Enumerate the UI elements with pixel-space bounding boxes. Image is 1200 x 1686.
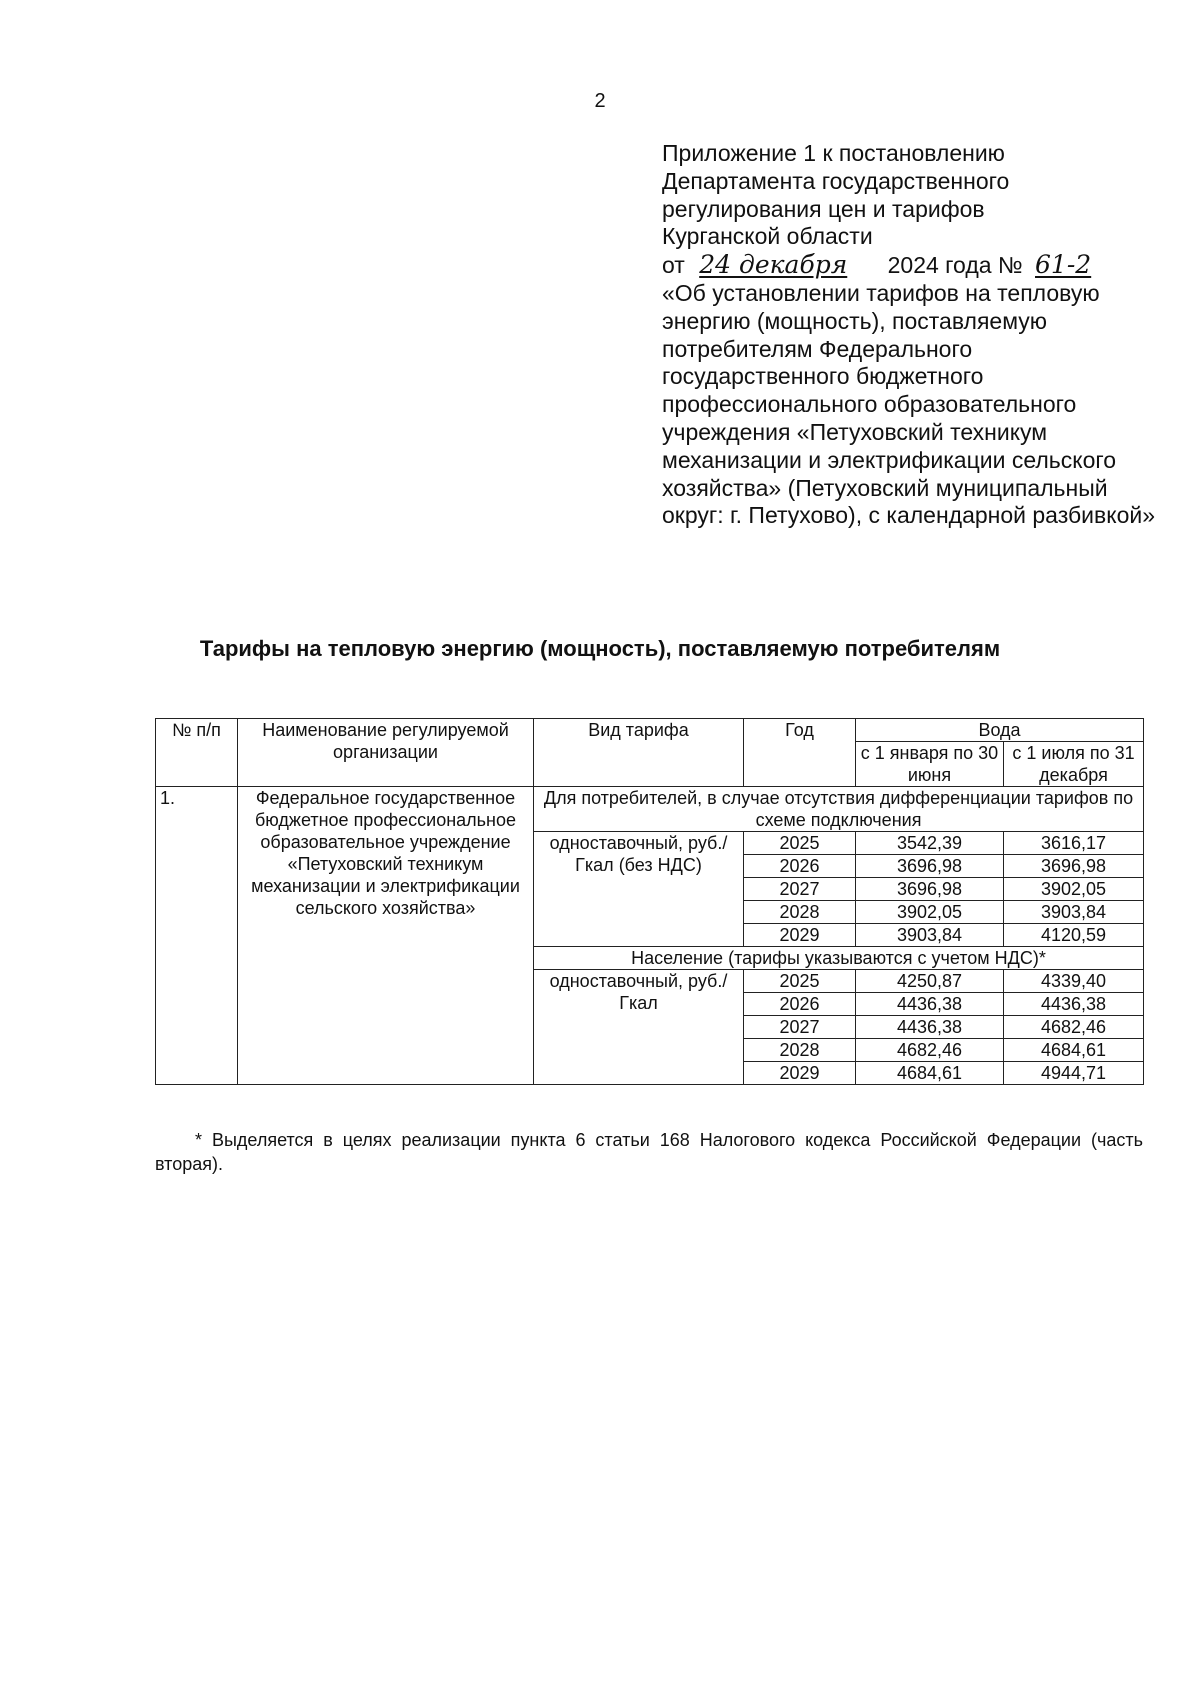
value-cell: 4436,38 <box>856 1016 1004 1039</box>
date-prefix: от <box>662 252 685 279</box>
handwritten-date: 24 декабря <box>699 250 848 280</box>
group-title: Для потребителей, в случае отсутствия дифференциации тарифов по схеме подключения <box>534 787 1144 832</box>
year-cell: 2027 <box>744 1016 856 1039</box>
header-period-1: с 1 января по 30 июня <box>856 742 1004 787</box>
value-cell: 4682,46 <box>856 1039 1004 1062</box>
header-num: № п/п <box>156 719 238 787</box>
appendix-line: Департамента государственного <box>662 167 1010 194</box>
header-org: Наименование регулируемой организации <box>238 719 534 787</box>
header-year: Год <box>744 719 856 787</box>
header-period-2: с 1 июля по 31 декабря <box>1004 742 1144 787</box>
year-cell: 2027 <box>744 878 856 901</box>
value-cell: 4250,87 <box>856 970 1004 993</box>
year-cell: 2028 <box>744 901 856 924</box>
value-cell: 3616,17 <box>1004 832 1144 855</box>
row-number: 1. <box>156 787 238 1085</box>
value-cell: 3696,98 <box>856 855 1004 878</box>
year-text: 2024 года № <box>887 252 1023 279</box>
tariff-type: одноставочный, руб./Гкал (без НДС) <box>534 832 744 947</box>
document-title: Тарифы на тепловую энергию (мощность), поставляемую потребителям <box>199 636 1001 661</box>
value-cell: 4684,61 <box>1004 1039 1144 1062</box>
group-title-row <box>156 787 1144 832</box>
header-water: Вода <box>856 719 1144 742</box>
page-number: 2 <box>594 90 606 112</box>
year-cell: 2028 <box>744 1039 856 1062</box>
header-tariff-type: Вид тарифа <box>534 719 744 787</box>
value-cell: 3903,84 <box>856 924 1004 947</box>
appendix-line: Курганской области <box>662 223 873 250</box>
header-row <box>156 719 1144 742</box>
appendix-line: регулирования цен и тарифов <box>662 195 985 222</box>
value-cell: 3696,98 <box>1004 855 1144 878</box>
year-cell: 2025 <box>744 970 856 993</box>
value-cell: 3542,39 <box>856 832 1004 855</box>
value-cell: 3902,05 <box>856 901 1004 924</box>
appendix-line: Приложение 1 к постановлению <box>662 140 1005 166</box>
value-cell: 4436,38 <box>1004 993 1144 1016</box>
year-cell: 2026 <box>744 855 856 878</box>
group-title: Население (тарифы указываются с учетом НДС)* <box>534 947 1144 970</box>
year-cell: 2029 <box>744 924 856 947</box>
appendix-header <box>662 140 1162 530</box>
tariff-table <box>155 718 1144 1085</box>
organization-name: Федеральное государственное бюджетное профессиональное образовательное учреждение «Петуховский техникум механизации и электрификации сельского хозяйства» <box>238 787 534 1085</box>
tariff-type: одноставочный, руб./Гкал <box>534 970 744 1085</box>
value-cell: 4684,61 <box>856 1062 1004 1085</box>
value-cell: 3902,05 <box>1004 878 1144 901</box>
value-cell: 3696,98 <box>856 878 1004 901</box>
appendix-date-line <box>662 251 1162 280</box>
value-cell: 4436,38 <box>856 993 1004 1016</box>
value-cell: 4120,59 <box>1004 924 1144 947</box>
value-cell: 3903,84 <box>1004 901 1144 924</box>
year-cell: 2025 <box>744 832 856 855</box>
year-cell: 2029 <box>744 1062 856 1085</box>
value-cell: 4944,71 <box>1004 1062 1144 1085</box>
value-cell: 4682,46 <box>1004 1016 1144 1039</box>
footnote: * Выделяется в целях реализации пункта 6 статьи 168 Налогового кодекса Российской Федерации (часть вторая). <box>155 1130 1143 1174</box>
value-cell: 4339,40 <box>1004 970 1144 993</box>
year-cell: 2026 <box>744 993 856 1016</box>
appendix-subject: «Об установлении тарифов на тепловую энергию (мощность), поставляемую потребителям Федерального государственного бюджетного профессионального образовательного учреждения «Петуховский техникум механизации и электрификации сельского хозяйства» (Петуховский муниципальный округ: г. Петухово), с календарной разбивкой» <box>662 279 1155 529</box>
handwritten-number: 61-2 <box>1035 250 1092 280</box>
